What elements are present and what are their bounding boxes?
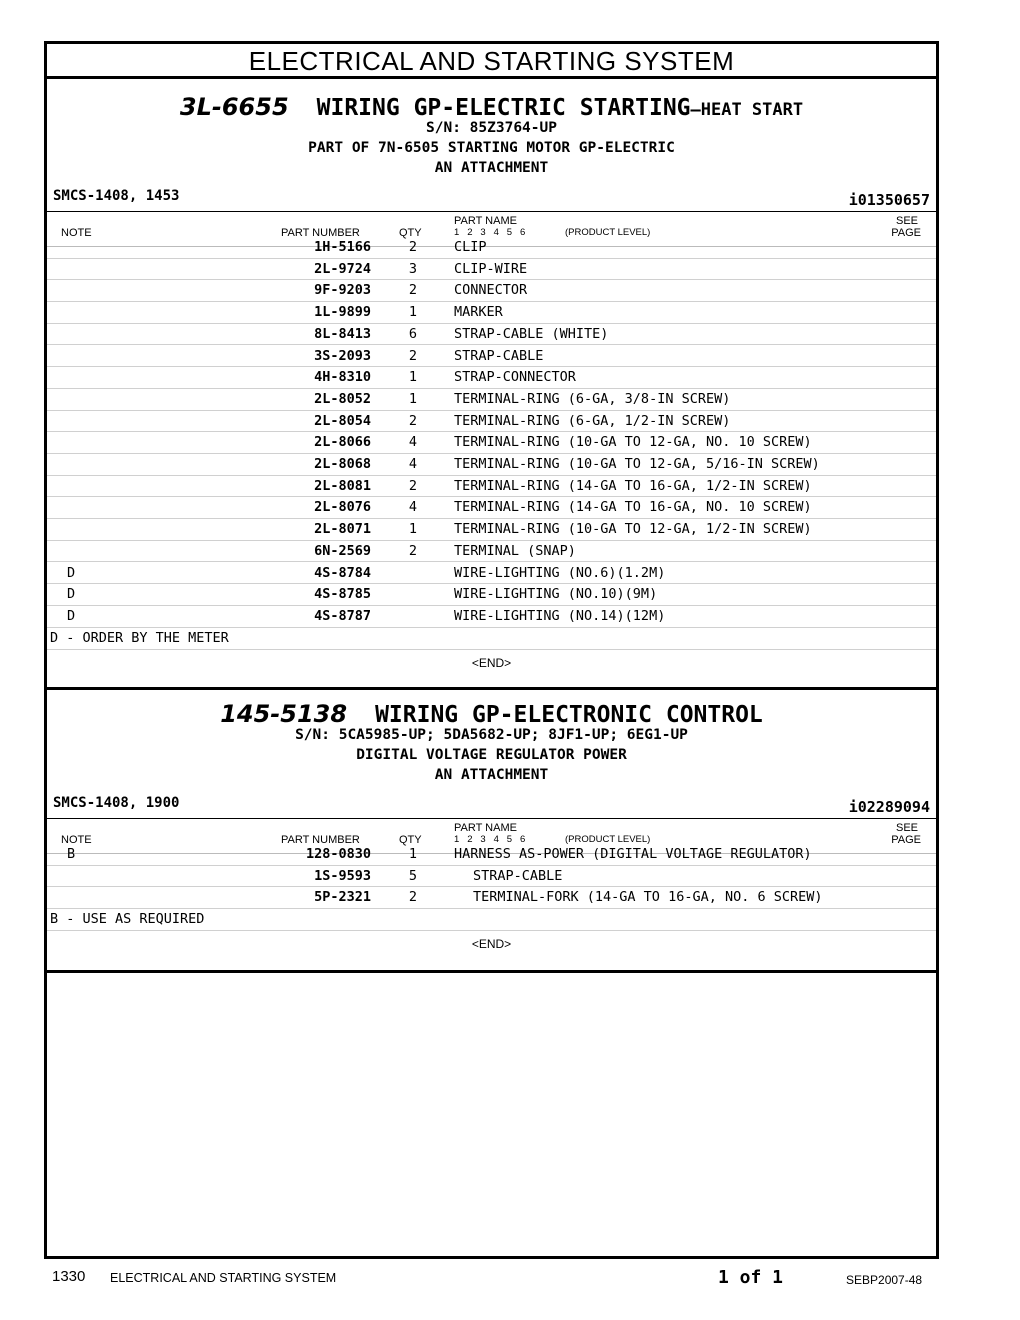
attachment-line: AN ATTACHMENT: [434, 767, 549, 783]
col-note: NOTE: [61, 834, 92, 846]
part-number[interactable]: 2L-8054: [314, 412, 371, 429]
part-number[interactable]: 2L-8081: [314, 477, 371, 494]
part-number[interactable]: 4S-8785: [314, 586, 371, 603]
document-id: SEBP2007-48: [846, 1273, 923, 1287]
end-marker: <END>: [471, 656, 512, 670]
end-marker: <END>: [471, 937, 512, 951]
table-row[interactable]: 2L-8081 2 TERMINAL-RING (14-GA TO 16-GA, 1/2-IN SCREW): [47, 475, 936, 498]
smcs-code: SMCS-1408, 1453: [53, 188, 180, 204]
serial-number-line: S/N: 5CA5985-UP; 5DA5682-UP; 8JF1-UP; 6EG1-UP: [295, 727, 688, 743]
table-row[interactable]: 2L-8054 2 TERMINAL-RING (6-GA, 1/2-IN SCREW): [47, 410, 936, 433]
table-row[interactable]: 2L-9724 3 CLIP-WIRE: [47, 258, 936, 281]
col-part-number: PART NUMBER: [281, 834, 360, 846]
table-row[interactable]: 2L-8071 1 TERMINAL-RING (10-GA TO 12-GA, 1/2-IN SCREW): [47, 518, 936, 541]
parts-section-1: [47, 79, 936, 690]
col-product-level: (PRODUCT LEVEL): [565, 227, 651, 238]
group-title: WIRING GP-ELECTRIC STARTING: [316, 95, 691, 121]
col-page: PAGE: [891, 834, 921, 846]
part-number[interactable]: 2L-8052: [314, 390, 371, 407]
table-row[interactable]: D 4S-8784 WIRE-LIGHTING (NO.6)(1.2M): [47, 562, 936, 585]
part-number[interactable]: 4S-8784: [314, 564, 371, 581]
col-qty: QTY: [399, 227, 422, 239]
table-row[interactable]: 9F-9203 2 CONNECTOR: [47, 279, 936, 302]
section-title-line: [47, 93, 936, 121]
table-row[interactable]: B 128-0830 1 HARNESS AS-POWER (DIGITAL VOLTAGE REGULATOR): [47, 843, 936, 866]
col-see: SEE: [895, 822, 918, 834]
divider: [47, 649, 936, 650]
footer-section-name: ELECTRICAL AND STARTING SYSTEM: [110, 1271, 337, 1285]
table-row[interactable]: 8L-8413 6 STRAP-CABLE (WHITE): [47, 323, 936, 346]
part-number[interactable]: 4H-8310: [314, 369, 371, 386]
col-levels: 1 2 3 4 5 6: [454, 834, 526, 845]
table-row[interactable]: 1H-5166 2 CLIP: [47, 236, 936, 259]
col-part-name: PART NAME: [454, 822, 517, 834]
table-row[interactable]: 2L-8052 1 TERMINAL-RING (6-GA, 3/8-IN SCREW): [47, 388, 936, 411]
table-row[interactable]: 6N-2569 2 TERMINAL (SNAP): [47, 540, 936, 563]
table-row[interactable]: 1S-9593 5 STRAP-CABLE: [47, 865, 936, 888]
part-number[interactable]: 1H-5166: [314, 239, 371, 255]
col-product-level: (PRODUCT LEVEL): [565, 834, 651, 845]
footnote: B - USE AS REQUIRED: [50, 911, 205, 927]
table-row[interactable]: 5P-2321 2 TERMINAL-FORK (14-GA TO 16-GA, NO. 6 SCREW): [47, 886, 936, 909]
parts-section-2: [47, 690, 936, 973]
part-number[interactable]: 6N-2569: [314, 542, 371, 559]
part-number[interactable]: 9F-9203: [314, 282, 371, 299]
part-number[interactable]: 5P-2321: [314, 889, 371, 906]
part-of-line: PART OF 7N-6505 STARTING MOTOR GP-ELECTRIC: [308, 140, 675, 156]
illustration-id: i02289094: [848, 798, 930, 816]
section-title-line: [47, 700, 936, 728]
part-number[interactable]: 8L-8413: [314, 325, 371, 342]
divider: [47, 930, 936, 931]
table-row[interactable]: 2L-8068 4 TERMINAL-RING (10-GA TO 12-GA, 5/16-IN SCREW): [47, 453, 936, 476]
part-number[interactable]: 2L-8076: [314, 499, 371, 516]
serial-number-line: S/N: 85Z3764-UP: [426, 120, 557, 136]
col-part-name: PART NAME: [454, 215, 517, 227]
table-row[interactable]: D 4S-8787 WIRE-LIGHTING (NO.14)(12M): [47, 605, 936, 628]
part-number[interactable]: 2L-8068: [314, 456, 371, 472]
table-row[interactable]: 2L-8076 4 TERMINAL-RING (14-GA TO 16-GA, NO. 10 SCREW): [47, 496, 936, 519]
group-part-number[interactable]: 145-5138: [220, 700, 348, 728]
group-part-number[interactable]: 3L-6655: [179, 93, 289, 121]
part-number[interactable]: 2L-8066: [314, 434, 371, 451]
page-title: ELECTRICAL AND STARTING SYSTEM: [47, 44, 936, 79]
part-number[interactable]: 3S-2093: [314, 347, 371, 364]
table-row[interactable]: 2L-8066 4 TERMINAL-RING (10-GA TO 12-GA, NO. 10 SCREW): [47, 431, 936, 454]
table-row[interactable]: 3S-2093 2 STRAP-CABLE: [47, 345, 936, 368]
description-line: DIGITAL VOLTAGE REGULATOR POWER: [356, 747, 627, 763]
col-levels: 1 2 3 4 5 6: [454, 227, 526, 238]
part-number[interactable]: 1L-9899: [314, 304, 371, 321]
page-of-count: 1 of 1: [718, 1267, 784, 1288]
page-frame: [44, 41, 939, 1259]
group-title-suffix: —HEAT START: [690, 100, 804, 120]
part-number[interactable]: 4S-8787: [314, 607, 371, 624]
attachment-line: AN ATTACHMENT: [434, 160, 549, 176]
col-part-number: PART NUMBER: [281, 227, 360, 239]
part-number[interactable]: 128-0830: [305, 846, 371, 862]
page-number: 1330: [52, 1268, 86, 1285]
part-number[interactable]: 1S-9593: [314, 867, 371, 884]
part-number[interactable]: 2L-8071: [314, 521, 371, 538]
smcs-code: SMCS-1408, 1900: [53, 795, 180, 811]
group-title: WIRING GP-ELECTRONIC CONTROL: [375, 702, 763, 728]
col-see: SEE: [895, 215, 918, 227]
table-row[interactable]: 1L-9899 1 MARKER: [47, 301, 936, 324]
table-row[interactable]: D 4S-8785 WIRE-LIGHTING (NO.10)(9M): [47, 583, 936, 606]
col-qty: QTY: [399, 834, 422, 846]
part-number[interactable]: 2L-9724: [314, 260, 371, 277]
illustration-id: i01350657: [848, 191, 930, 209]
footnote: D - ORDER BY THE METER: [50, 630, 229, 646]
col-page: PAGE: [891, 227, 921, 239]
table-row[interactable]: 4H-8310 1 STRAP-CONNECTOR: [47, 366, 936, 389]
col-note: NOTE: [61, 227, 92, 239]
